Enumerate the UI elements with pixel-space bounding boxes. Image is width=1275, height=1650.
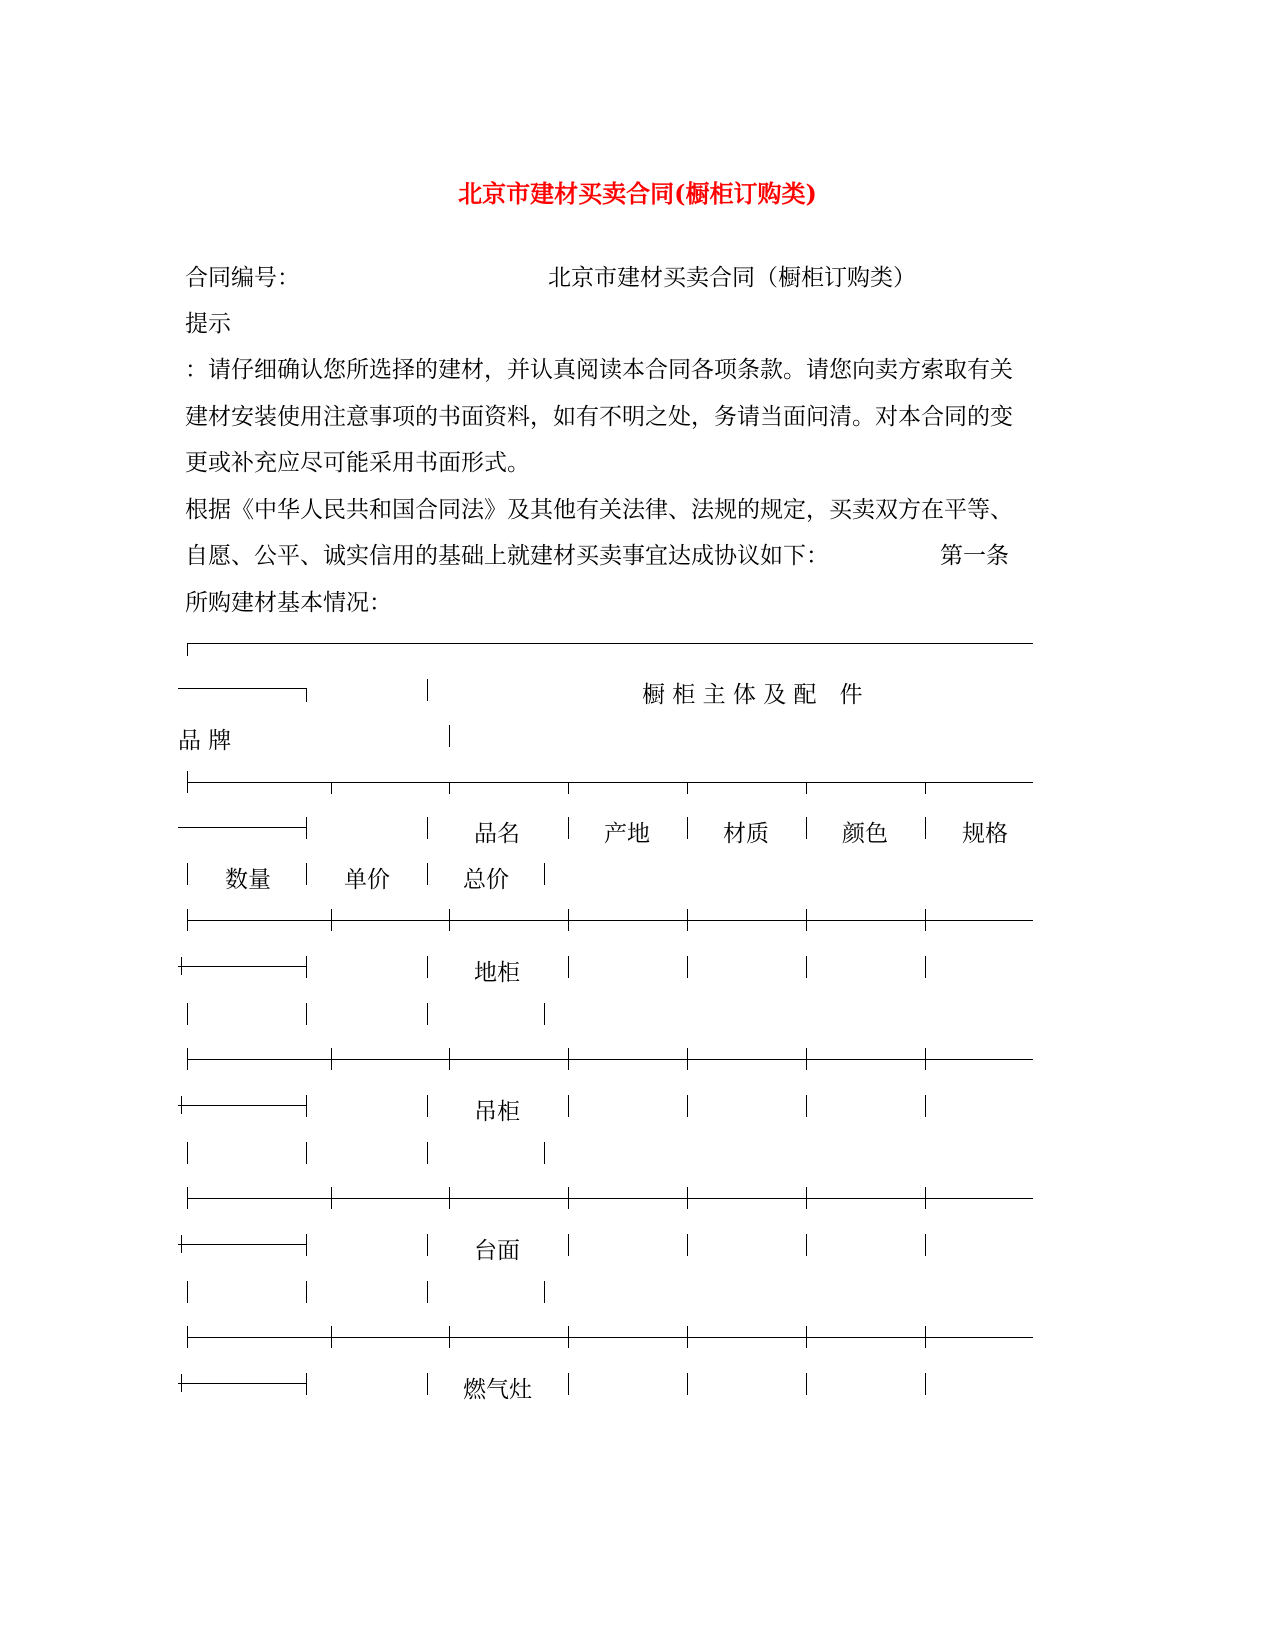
basis-line-1: 根据《中华人民共和国合同法》及其他有关法律、法规的规定，买卖双方在平等、 (185, 497, 1013, 523)
document-title: 北京市建材买卖合同(橱柜订购类) (458, 179, 817, 208)
table-main-header: 橱 柜 主 体 及 配 件 (642, 682, 863, 708)
tip-line-3: 更或补充应尽可能采用书面形式。 (185, 450, 530, 476)
tip-label: 提示 (185, 311, 231, 337)
contract-number-label: 合同编号： (185, 265, 300, 291)
contract-subtitle: 北京市建材买卖合同（橱柜订购类） (548, 265, 916, 291)
basis-line-2: 自愿、公平、诚实信用的基础上就建材买卖事宜达成协议如下： (185, 543, 829, 569)
column-header-total-price: 总价 (463, 867, 509, 893)
column-header-name: 品名 (474, 821, 520, 847)
row-item-name: 吊柜 (474, 1099, 520, 1125)
column-header-color: 颜色 (842, 821, 888, 847)
row-item-name: 台面 (474, 1238, 520, 1264)
column-header-material: 材质 (723, 821, 769, 847)
article-1-label: 第一条 (940, 543, 1009, 569)
column-header-spec: 规格 (962, 821, 1008, 847)
column-header-unit-price: 单价 (344, 867, 390, 893)
row-item-name: 燃气灶 (463, 1377, 532, 1403)
table-brand-label: 品 牌 (178, 728, 232, 754)
article-1-text: 所购建材基本情况： (185, 590, 392, 616)
tip-line-2: 建材安装使用注意事项的书面资料，如有不明之处，务请当面问清。对本合同的变 (185, 404, 1013, 430)
row-item-name: 地柜 (474, 960, 520, 986)
column-header-quantity: 数量 (225, 867, 271, 893)
column-header-origin: 产地 (604, 821, 650, 847)
tip-line-1: ：请仔细确认您所选择的建材，并认真阅读本合同各项条款。请您向卖方索取有关 (185, 357, 1013, 383)
